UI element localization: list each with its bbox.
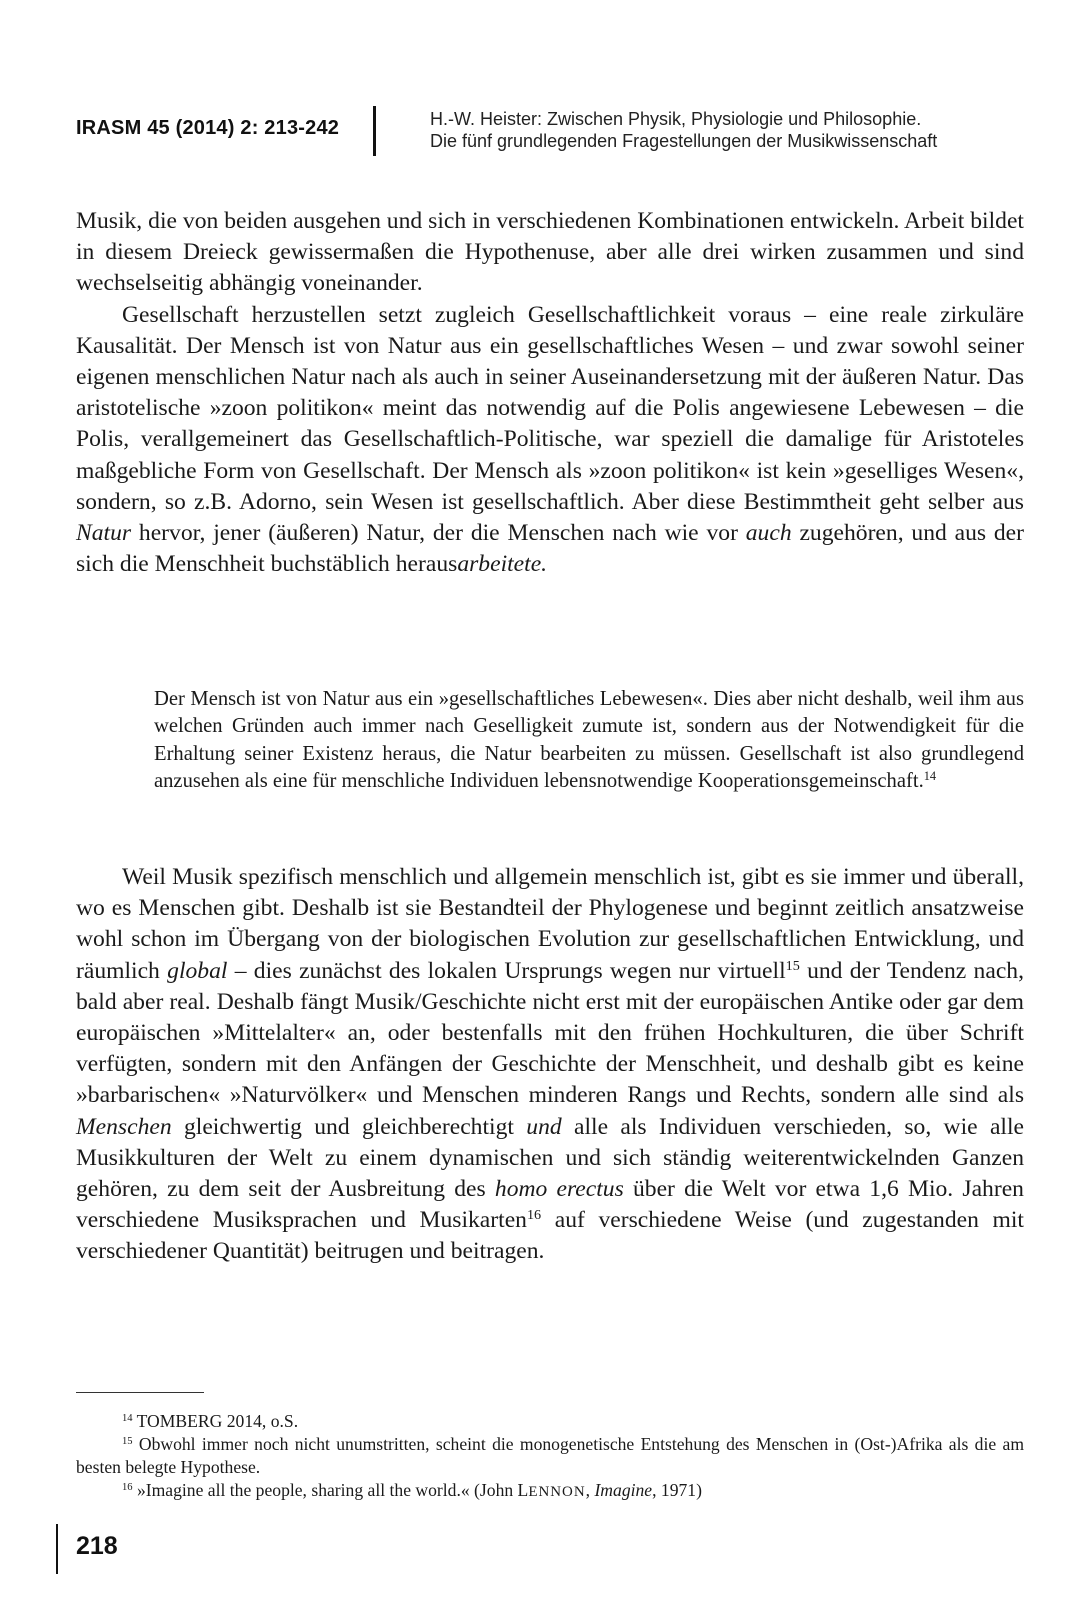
- paragraph-3-text-g: auf verschiedene Weise (und zugestanden mit verschiedener Quantität) beitrugen und beitragen.: [76, 1207, 1024, 1265]
- page-number-divider: [56, 1524, 58, 1574]
- running-title: [430, 108, 937, 152]
- emphasis-arbeitete: arbeitete.: [457, 551, 548, 578]
- journal-citation: IRASM 45 (2014) 2: 213-242: [76, 117, 340, 139]
- paragraph-2: [76, 300, 1024, 581]
- emphasis-global: global: [167, 957, 228, 984]
- footnote-ref-15[interactable]: 15: [785, 957, 800, 974]
- paragraph-2-text-a: Gesellschaft herzustellen setzt zugleich Gesellschaftlichkeit voraus – eine reale zirkuläre Kausalität. Der Mensch ist von Natur aus ein gesellschaftliches Wesen – und zwar sowohl seiner eigenen menschlichen Natur nach als auch in seiner Auseinandersetzung mit der äußeren Natur. Das aristotelische »zoon politikon« meint das notwendig auf die Polis angewiesene Lebewesen – die Polis, verallgemeinert das Gesellschaftlich-Politische, war speziell die damalige für Aristoteles maßgebliche Form von Gesellschaft. Der Mensch als »zoon politikon« ist kein »geselliges Wesen«, sondern, so z.B. Adorno, sein Wesen ist gesellschaftlich. Aber diese Bestimmtheit geht selber aus: [76, 301, 1024, 515]
- header-divider: [373, 106, 376, 156]
- footnote-number-15: 15: [122, 1436, 133, 1448]
- body-text-upper: [76, 206, 1024, 580]
- footnotes: [76, 1410, 1024, 1504]
- footnote-16-text-a: »Imagine all the people, sharing all the world.« (John L: [132, 1480, 529, 1500]
- footnote-number-14: 14: [122, 1413, 133, 1425]
- emphasis-menschen: Menschen: [76, 1113, 172, 1140]
- footnote-ref-14[interactable]: 14: [923, 769, 937, 784]
- paragraph-3-text-a: Weil Musik spezifisch menschlich und allgemein menschlich ist, gibt es sie immer und überall, wo es Menschen gibt. Deshalb ist sie Bestandteil der Phylogenese und beginnt zeitlich ansatzweise wohl schon im Übergang von der biologischen Evolution zur gesellschaftlichen Entwicklung, und räumlich: [76, 864, 1024, 984]
- paragraph-3-text-b: – dies zunächst des lokalen Ursprungs wegen nur virtuell: [227, 957, 786, 984]
- footnote-16-title: Imagine: [594, 1480, 653, 1500]
- paragraph-1: Musik, die von beiden ausgehen und sich in verschiedenen Kombinationen entwickeln. Arbeit bildet in diesem Dreieck gewissermaßen die Hypothenuse, aber alle drei wirken zusammen und sind wechselseitig abhängig voneinander.: [76, 208, 1024, 297]
- paragraph-3-text-d: gleichwertig und gleichberechtigt: [171, 1113, 527, 1140]
- paragraph-2-text-b: hervor, jener (äußeren) Natur, der die Menschen nach wie vor: [131, 520, 746, 547]
- paragraph-3: [76, 862, 1024, 1268]
- emphasis-und: und: [526, 1113, 562, 1140]
- block-quote: [154, 686, 1024, 796]
- footnote-ref-16[interactable]: 16: [526, 1207, 542, 1224]
- emphasis-homo-erectus: homo erectus: [494, 1176, 624, 1203]
- footnote-16-text-c: , 1971): [652, 1480, 702, 1500]
- paragraph-3-text-e: alle als Individuen verschieden, so, wie alle Musikkulturen der Welt zu einem dynamischen und sich ständig weiterentwickelnden Ganzen gehören, zu dem seit der Ausbreitung des: [76, 1113, 1024, 1203]
- footnote-14-text: TOMBERG 2014, o.S.: [132, 1411, 299, 1431]
- page-number: 218: [76, 1532, 118, 1560]
- block-quote-text: [154, 686, 1024, 796]
- footnote-number-16: 16: [122, 1482, 133, 1494]
- paragraph-3-text-f: über die Welt vor etwa 1,6 Mio. Jahren verschiedene Musiksprachen und Musikarten: [76, 1176, 1024, 1234]
- quote-body: Der Mensch ist von Natur aus ein »gesellschaftliches Lebewesen«. Dies aber nicht deshalb, weil ihm aus welchen Gründen auch immer nach Geselligkeit zumute ist, sondern aus der Notwendigkeit für die Erhaltung seiner Existenz heraus, die Natur bearbeiten zu müssen. Gesellschaft ist also grundlegend anzusehen als eine für menschliche Individuen lebensnotwendige Kooperationsgemeinschaft.: [154, 688, 1024, 793]
- paragraph-3-text-c: und der Tendenz nach, bald aber real. Deshalb fängt Musik/Geschichte nicht erst mit der europäischen Antike oder gar dem europäischen »Mittelalter« an, oder bestenfalls mit den frühen Hochkulturen, die über Schrift verfügten, sondern mit den Anfängen der Geschichte der Menschheit, und deshalb gibt es keine »barbarischen« »Naturvölker« und Menschen minderen Rangs und Rechts, sondern alle sind als: [76, 957, 1024, 1109]
- footnote-16-smallcaps: ENNON: [528, 1484, 586, 1500]
- footnote-separator: [76, 1392, 204, 1393]
- footnote-16: [76, 1479, 1024, 1504]
- running-title-line-2: Die fünf grundlegenden Fragestellungen der Musikwissenschaft: [430, 131, 938, 151]
- paragraph-2-text-c: zugehören, und aus der sich die Menschheit buchstäblich heraus: [76, 520, 1025, 578]
- body-text-lower: [76, 862, 1024, 1268]
- emphasis-natur: Natur: [76, 520, 132, 547]
- footnote-15: [76, 1433, 1024, 1479]
- running-title-line-1: H.-W. Heister: Zwischen Physik, Physiologie und Philosophie.: [430, 109, 922, 129]
- emphasis-auch: auch: [745, 520, 792, 547]
- footnote-16-text-b: ,: [585, 1480, 595, 1500]
- footnote-15-text: Obwohl immer noch nicht unumstritten, scheint die monogenetische Entstehung des Menschen in (Ost-)Afrika als die am besten belegte Hypothese.: [76, 1434, 1024, 1477]
- footnote-14: [76, 1410, 1024, 1433]
